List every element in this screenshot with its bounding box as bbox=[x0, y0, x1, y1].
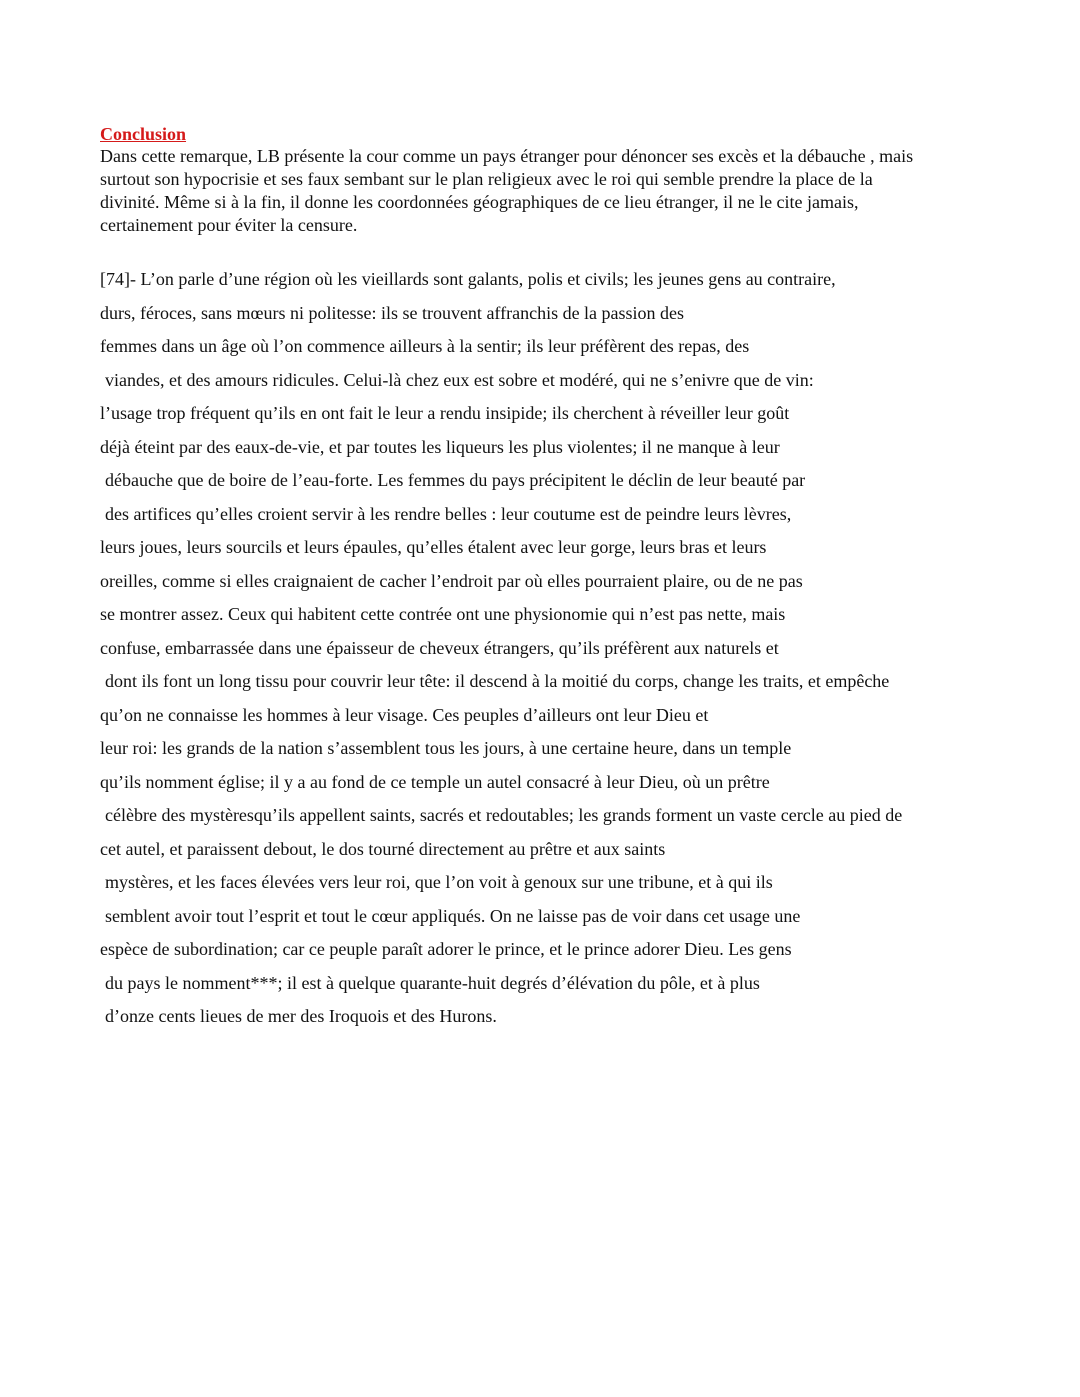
excerpt-line: célèbre des mystèresqu’ils appellent saints, sacrés et redoutables; les grands forment un vaste cercle au pied de bbox=[105, 805, 903, 825]
excerpt-line: confuse, embarrassée dans une épaisseur de cheveux étrangers, qu’ils préfèrent aux naturels et bbox=[100, 637, 779, 658]
conclusion-line: certainement pour éviter la censure. bbox=[100, 215, 358, 235]
excerpt-line: leur roi: les grands de la nation s’assemblent tous les jours, à une certaine heure, dans un temple bbox=[100, 738, 792, 758]
excerpt-line: espèce de subordination; car ce peuple paraît adorer le prince, et le prince adorer Dieu. Les gens bbox=[100, 939, 792, 959]
excerpt-paragraph bbox=[100, 266, 902, 1037]
excerpt-line: débauche que de boire de l’eau-forte. Les femmes du pays précipitent le déclin de leur beauté par bbox=[105, 470, 806, 490]
excerpt-line: l’usage trop fréquent qu’ils en ont fait le leur a rendu insipide; ils cherchent à réveiller leur goût bbox=[100, 403, 790, 423]
excerpt-line: [74]- L’on parle d’une région où les vieillards sont galants, polis et civils; les jeunes gens au contraire, bbox=[100, 269, 836, 289]
excerpt-line: des artifices qu’elles croient servir à les rendre belles : leur coutume est de peindre leurs lèvres, bbox=[105, 503, 792, 524]
excerpt-line: durs, féroces, sans mœurs ni politesse: ils se trouvent affranchis de la passion des bbox=[100, 302, 685, 323]
excerpt-line: qu’on ne connaisse les hommes à leur visage. Ces peuples d’ailleurs ont leur Dieu et bbox=[100, 704, 709, 725]
conclusion-line: Dans cette remarque, LB présente la cour comme un pays étranger pour dénoncer ses excès et la débauche , mais bbox=[100, 146, 914, 166]
excerpt-line: dont ils font un long tissu pour couvrir leur tête: il descend à la moitié du corps, change les traits, et empêche bbox=[105, 671, 890, 691]
excerpt-line: femmes dans un âge où l’on commence ailleurs à la sentir; ils leur préfèrent des repas, des bbox=[100, 336, 750, 356]
conclusion-line: surtout son hypocrisie et ses faux sembant sur le plan religieux avec le roi qui semble prendre la place de la bbox=[100, 169, 873, 189]
excerpt-line: mystères, et les faces élevées vers leur roi, que l’on voit à genoux sur une tribune, et à qui ils bbox=[105, 872, 773, 892]
excerpt-line: leurs joues, leurs sourcils et leurs épaules, qu’elles étalent avec leur gorge, leurs bras et leurs bbox=[100, 537, 767, 557]
excerpt-line: se montrer assez. Ceux qui habitent cette contrée ont une physionomie qui n’est pas nette, mais bbox=[100, 604, 786, 624]
excerpt-line: viandes, et des amours ridicules. Celui-là chez eux est sobre et modéré, qui ne s’enivre que de vin: bbox=[105, 369, 814, 390]
conclusion-line: divinité. Même si à la fin, il donne les coordonnées géographiques de ce lieu étranger, il ne le cite jamais, bbox=[100, 192, 859, 212]
conclusion-heading: Conclusion bbox=[100, 124, 187, 144]
excerpt-line: oreilles, comme si elles craignaient de cacher l’endroit par où elles pourraient plaire, ou de ne pas bbox=[100, 570, 803, 591]
excerpt-line: qu’ils nomment église; il y a au fond de ce temple un autel consacré à leur Dieu, où un prêtre bbox=[100, 771, 770, 792]
excerpt-line: d’onze cents lieues de mer des Iroquois et des Hurons. bbox=[105, 1006, 497, 1026]
excerpt-line: semblent avoir tout l’esprit et tout le cœur appliqués. On ne laisse pas de voir dans cet usage une bbox=[105, 905, 801, 926]
excerpt-line: déjà éteint par des eaux-de-vie, et par toutes les liqueurs les plus violentes; il ne manque à leur bbox=[100, 436, 780, 457]
conclusion-paragraph bbox=[100, 145, 913, 237]
excerpt-line: du pays le nomment***; il est à quelque quarante-huit degrés d’élévation du pôle, et à plus bbox=[105, 972, 760, 993]
excerpt-line: cet autel, et paraissent debout, le dos tourné directement au prêtre et aux saints bbox=[100, 838, 666, 859]
